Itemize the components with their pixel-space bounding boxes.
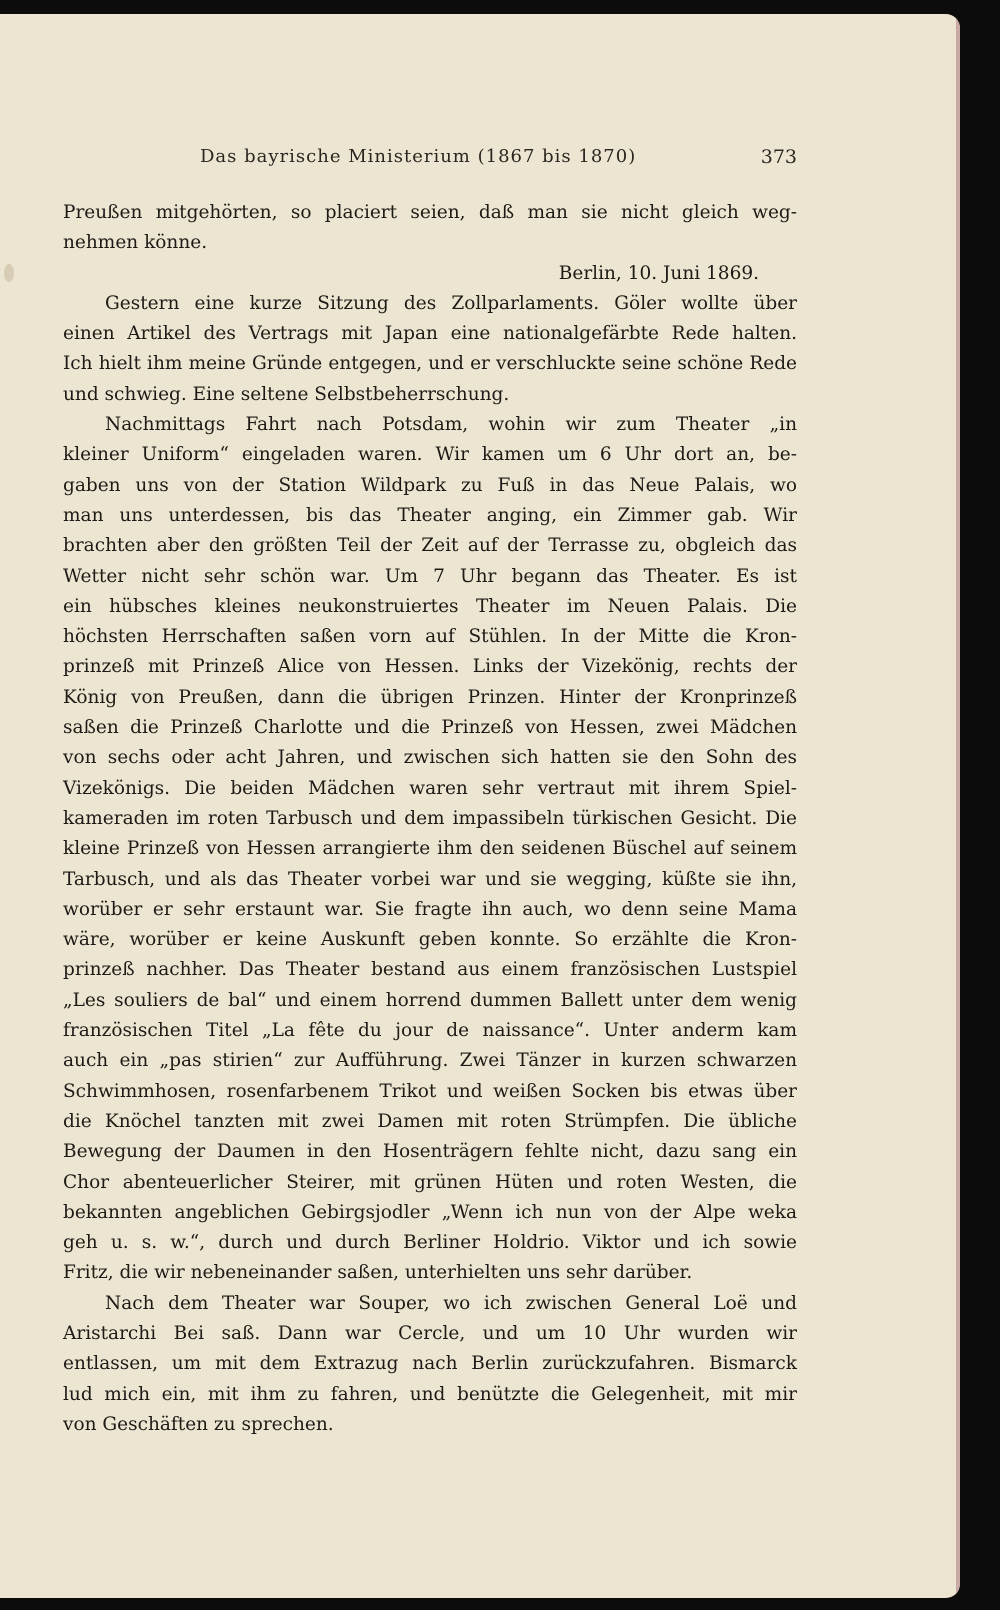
text-line: brachten aber den größten Teil der Zeit auf der Terrasse zu, obgleich das bbox=[63, 535, 797, 557]
text-line: von sechs oder acht Jahren, und zwischen sich hatten sie den Sohn des bbox=[63, 747, 797, 769]
text-line: nehmen könne. bbox=[63, 232, 208, 254]
text-line: worüber er sehr erstaunt war. Sie fragte ihn auch, wo denn seine Mama bbox=[63, 898, 797, 920]
body-text bbox=[63, 198, 797, 1440]
text-line: die Knöchel tanzten mit zwei Damen mit roten Strümpfen. Die übliche bbox=[63, 1110, 797, 1132]
text-line: Aristarchi Bei saß. Dann war Cercle, und um 10 Uhr wurden wir bbox=[63, 1322, 797, 1344]
text-line: Tarbusch, und als das Theater vorbei war und sie wegging, küßte sie ihn, bbox=[63, 868, 797, 890]
text-line: Bewegung der Daumen in den Hosenträgern fehlte nicht, dazu sang ein bbox=[63, 1141, 797, 1163]
text-line: kleine Prinzeß von Hessen arrangierte ihm den seidenen Büschel auf seinem bbox=[63, 838, 797, 860]
text-line: König von Preußen, dann die übrigen Prinzen. Hinter der Kronprinzeß bbox=[63, 686, 797, 708]
running-head: Das bayrische Ministerium (1867 bis 1870) bbox=[200, 146, 637, 167]
text-line: französischen Titel „La fête du jour de naissance“. Unter anderm kam bbox=[63, 1020, 797, 1042]
text-line: Wetter nicht sehr schön war. Um 7 Uhr begann das Theater. Es ist bbox=[63, 565, 797, 587]
text-line: Gestern eine kurze Sitzung des Zollparlaments. Göler wollte über bbox=[105, 292, 797, 314]
text-line: höchsten Herrschaften saßen vorn auf Stühlen. In der Mitte die Kron- bbox=[63, 626, 797, 648]
text-line: entlassen, um mit dem Extrazug nach Berlin zurückzufahren. Bismarck bbox=[63, 1353, 797, 1375]
text-line: Ich hielt ihm meine Gründe entgegen, und er verschluckte seine schöne Rede bbox=[63, 353, 797, 375]
text-line: Nachmittags Fahrt nach Potsdam, wohin wir zum Theater „in bbox=[105, 414, 797, 436]
page-smudge bbox=[4, 264, 14, 282]
text-line: gaben uns von der Station Wildpark zu Fuß in das Neue Palais, wo bbox=[63, 474, 797, 496]
text-line: Nach dem Theater war Souper, wo ich zwischen General Loë und bbox=[105, 1292, 797, 1314]
text-line: kleiner Uniform“ eingeladen waren. Wir kamen um 6 Uhr dort an, be- bbox=[63, 444, 797, 466]
text-line: prinzeß mit Prinzeß Alice von Hessen. Links der Vizekönig, rechts der bbox=[63, 656, 797, 678]
text-line: man uns unterdessen, bis das Theater anging, ein Zimmer gab. Wir bbox=[63, 504, 797, 526]
text-line: geh u. s. w.“, durch und durch Berliner Holdrio. Viktor und ich sowie bbox=[63, 1232, 797, 1254]
text-line: einen Artikel des Vertrags mit Japan eine nationalgefärbte Rede halten. bbox=[63, 323, 797, 345]
text-line: ein hübsches kleines neukonstruiertes Theater im Neuen Palais. Die bbox=[63, 595, 797, 617]
text-line: bekannten angeblichen Gebirgsjodler „Wenn ich nun von der Alpe weka bbox=[63, 1201, 797, 1223]
text-line: von Geschäften zu sprechen. bbox=[63, 1413, 334, 1435]
text-line: Chor abenteuerlicher Steirer, mit grünen Hüten und roten Westen, die bbox=[63, 1171, 797, 1193]
page-number: 373 bbox=[760, 146, 797, 168]
text-line: auch ein „pas stirien“ zur Aufführung. Zwei Tänzer in kurzen schwarzen bbox=[63, 1050, 797, 1072]
text-line: „Les souliers de bal“ und einem horrend dummen Ballett unter dem wenig bbox=[63, 989, 797, 1011]
page-header bbox=[200, 136, 797, 180]
text-line: prinzeß nachher. Das Theater bestand aus einem französischen Lustspiel bbox=[63, 959, 797, 981]
book-page bbox=[0, 14, 960, 1598]
dateline: Berlin, 10. Juni 1869. bbox=[558, 262, 759, 284]
page-edge bbox=[956, 14, 960, 1598]
text-line: saßen die Prinzeß Charlotte und die Prinzeß von Hessen, zwei Mädchen bbox=[63, 717, 797, 739]
text-line: kameraden im roten Tarbusch und dem impassibeln türkischen Gesicht. Die bbox=[63, 807, 797, 829]
text-line: Vizekönigs. Die beiden Mädchen waren sehr vertraut mit ihrem Spiel- bbox=[63, 777, 797, 799]
text-line: Schwimmhosen, rosenfarbenem Trikot und weißen Socken bis etwas über bbox=[63, 1080, 797, 1102]
text-line: wäre, worüber er keine Auskunft geben konnte. So erzählte die Kron- bbox=[63, 929, 797, 951]
text-line: und schwieg. Eine seltene Selbstbeherrschung. bbox=[63, 383, 510, 405]
text-line: Fritz, die wir nebeneinander saßen, unterhielten uns sehr darüber. bbox=[63, 1262, 693, 1284]
text-line: lud mich ein, mit ihm zu fahren, und benützte die Gelegenheit, mit mir bbox=[63, 1383, 797, 1405]
text-line: Preußen mitgehörten, so placiert seien, daß man sie nicht gleich weg- bbox=[63, 202, 797, 223]
